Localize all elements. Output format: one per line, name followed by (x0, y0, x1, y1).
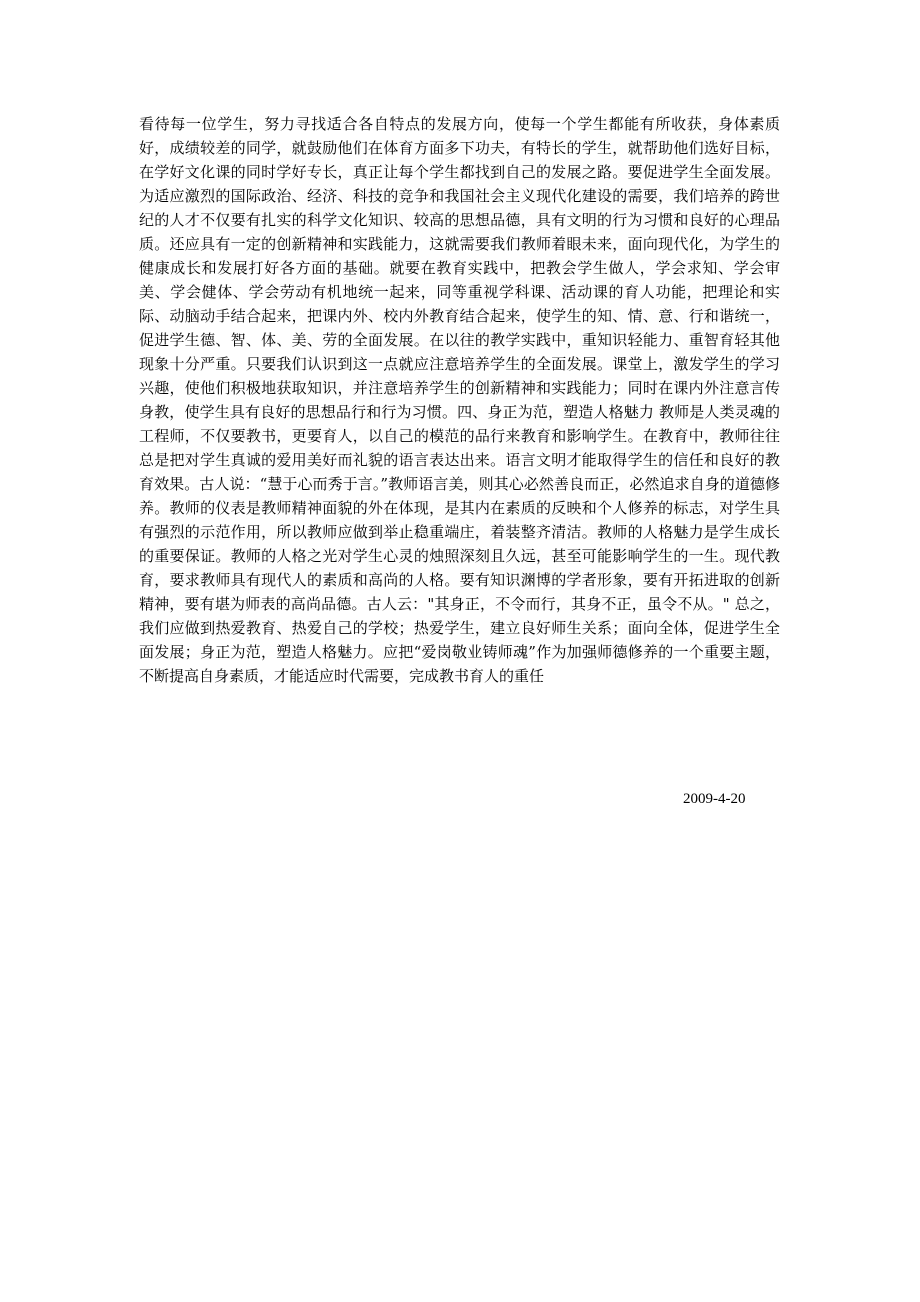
body-paragraph: 看待每一位学生，努力寻找适合各自特点的发展方向，使每一个学生都能有所收获，身体素质好，成绩较差的同学，就鼓励他们在体育方面多下功夫，有特长的学生，就帮助他们选好目标，在学好文化课的同时学好专长，真正让每个学生都找到自己的发展之路。要促进学生全面发展。为适应激烈的国际政治、经济、科技的竞争和我国社会主义现代化建设的需要，我们培养的跨世纪的人才不仅要有扎实的科学文化知识、较高的思想品德，具有文明的行为习惯和良好的心理品质。还应具有一定的创新精神和实践能力，这就需要我们教师着眼未来，面向现代化，为学生的健康成长和发展打好各方面的基础。就要在教育实践中，把教会学生做人，学会求知、学会审美、学会健体、学会劳动有机地统一起来，同等重视学科课、活动课的育人功能，把理论和实际、动脑动手结合起来，把课内外、校内外教育结合起来，使学生的知、情、意、行和谐统一，促进学生德、智、体、美、劳的全面发展。在以往的教学实践中，重知识轻能力、重智育轻其他现象十分严重。只要我们认识到这一点就应注意培养学生的全面发展。课堂上，激发学生的学习兴趣，使他们积极地获取知识，并注意培养学生的创新精神和实践能力；同时在课内外注意言传身教，使学生具有良好的思想品行和行为习惯。四、身正为范，塑造人格魅力 教师是人类灵魂的工程师，不仅要教书，更要育人，以自己的模范的品行来教育和影响学生。在教育中，教师往往总是把对学生真诚的爱用美好而礼貌的语言表达出来。语言文明才能取得学生的信任和良好的教育效果。古人说：“慧于心而秀于言。”教师语言美，则其心必然善良而正，必然追求自身的道德修养。教师的仪表是教师精神面貌的外在体现，是其内在素质的反映和个人修养的标志，对学生具有强烈的示范作用，所以教师应做到举止稳重端庄，着装整齐清洁。教师的人格魅力是学生成长的重要保证。教师的人格之光对学生心灵的烛照深刻且久远，甚至可能影响学生的一生。现代教育，要求教师具有现代人的素质和高尚的人格。要有知识渊博的学者形象，要有开拓进取的创新精神，要有堪为师表的高尚品德。古人云："其身正，不令而行，其身不正，虽令不从。" 总之，我们应做到热爱教育、热爱自己的学校；热爱学生，建立良好师生关系；面向全体，促进学生全面发展；身正为范，塑造人格魅力。应把“爱岗敬业铸师魂”作为加强师德修养的一个重要主题，不断提高自身素质，才能适应时代需要，完成教书育人的重任 (139, 115, 780, 685)
document-date: 2009-4-20 (683, 791, 746, 807)
